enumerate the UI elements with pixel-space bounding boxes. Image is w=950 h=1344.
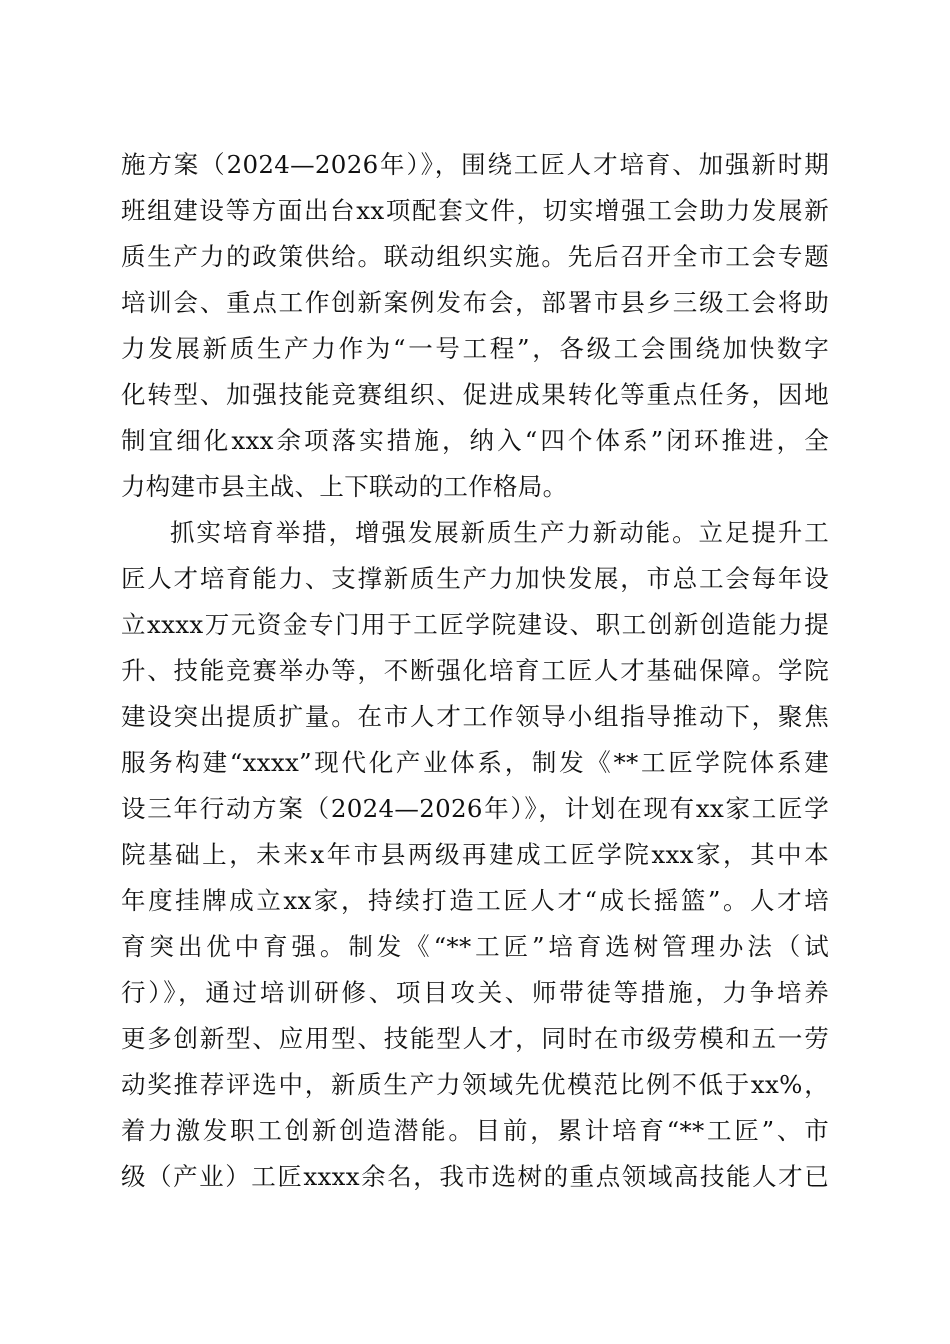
text-line-15: 设三年行动方案（2024—2026年）》，计划在现有xx家工匠学	[121, 794, 829, 823]
text-line-19: 行）》，通过培训研修、项目攻关、师带徒等措施，力争培养	[121, 978, 829, 1007]
text-line-5: 力发展新质生产力作为“一号工程”，各级工会围绕加快数字	[121, 334, 829, 363]
text-line-13: 建设突出提质扩量。在市人才工作领导小组指导推动下，聚焦	[121, 702, 829, 731]
text-line-11: 立xxxx万元资金专门用于工匠学院建设、职工创新创造能力提	[121, 610, 829, 639]
text-line-3: 质生产力的政策供给。联动组织实施。先后召开全市工会专题	[121, 242, 829, 271]
text-line-20: 更多创新型、应用型、技能型人才，同时在市级劳模和五一劳	[121, 1024, 829, 1053]
text-line-10: 匠人才培育能力、支撑新质生产力加快发展，市总工会每年设	[121, 564, 829, 593]
text-line-16: 院基础上，未来x年市县两级再建成工匠学院xxx家，其中本	[121, 840, 829, 869]
text-line-1: 施方案（2024—2026年）》，围绕工匠人才培育、加强新时期	[121, 150, 829, 179]
text-line-7: 制宜细化xxx余项落实措施，纳入“四个体系”闭环推进，全	[121, 426, 829, 455]
text-line-14: 服务构建“xxxx”现代化产业体系，制发《**工匠学院体系建	[121, 748, 829, 777]
paragraph-2-first-line: 抓实培育举措，增强发展新质生产力新动能。立足提升工	[170, 518, 829, 547]
text-line-18: 育突出优中育强。制发《“**工匠”培育选树管理办法（试	[121, 932, 829, 961]
text-line-17: 年度挂牌成立xx家，持续打造工匠人才“成长摇篮”。人才培	[121, 886, 829, 915]
text-line-2: 班组建设等方面出台xx项配套文件，切实增强工会助力发展新	[121, 196, 829, 225]
text-line-22: 着力激发职工创新创造潜能。目前，累计培育“**工匠”、市	[121, 1116, 829, 1145]
text-line-8: 力构建市县主战、上下联动的工作格局。	[121, 472, 568, 501]
text-line-6: 化转型、加强技能竞赛组织、促进成果转化等重点任务，因地	[121, 380, 829, 409]
text-line-23: 级（产业）工匠xxxx余名，我市选树的重点领域高技能人才已	[121, 1162, 829, 1191]
text-line-12: 升、技能竞赛举办等，不断强化培育工匠人才基础保障。学院	[121, 656, 829, 685]
text-line-4: 培训会、重点工作创新案例发布会，部署市县乡三级工会将助	[121, 288, 829, 317]
text-line-21: 动奖推荐评选中，新质生产力领域先优模范比例不低于xx%，	[121, 1070, 829, 1099]
